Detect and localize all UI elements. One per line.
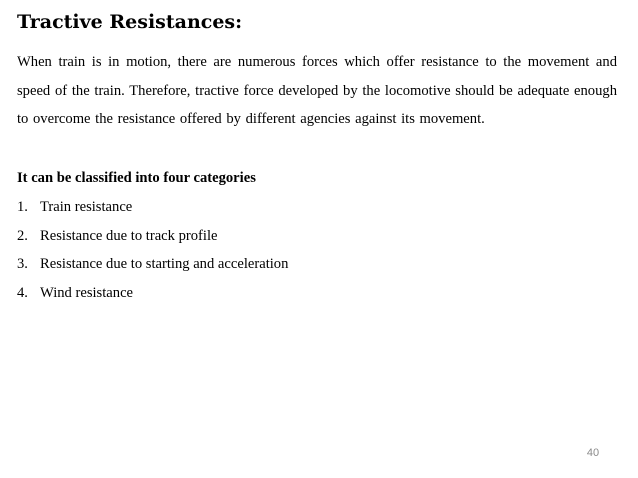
list-item-number: 3. [17, 256, 28, 273]
list-item-text: Wind resistance [40, 285, 134, 302]
list-item-number: 4. [17, 285, 28, 302]
page-number: 40 [586, 447, 600, 459]
list-item-text: Resistance due to track profile [40, 227, 218, 244]
categories-list [17, 193, 288, 308]
list-item-number: 2. [17, 227, 28, 244]
list-item-number: 1. [17, 199, 28, 215]
list-item [17, 222, 288, 251]
slide-title: Tractive Resistances: [17, 11, 243, 33]
list-item [17, 250, 288, 279]
list-item [17, 279, 288, 308]
intro-paragraph: When train is in motion, there are numerous forces which offer resistance to the movement and speed of the train. Therefore, tractive force developed by the locomotive should be adequate enough to overcome the resistance offered by different agencies against its movement. [17, 54, 617, 127]
list-item-text: Resistance due to starting and acceleration [40, 256, 289, 273]
list-item-text: Train resistance [40, 199, 133, 215]
list-item [17, 193, 288, 222]
categories-heading: It can be classified into four categories [17, 170, 256, 186]
